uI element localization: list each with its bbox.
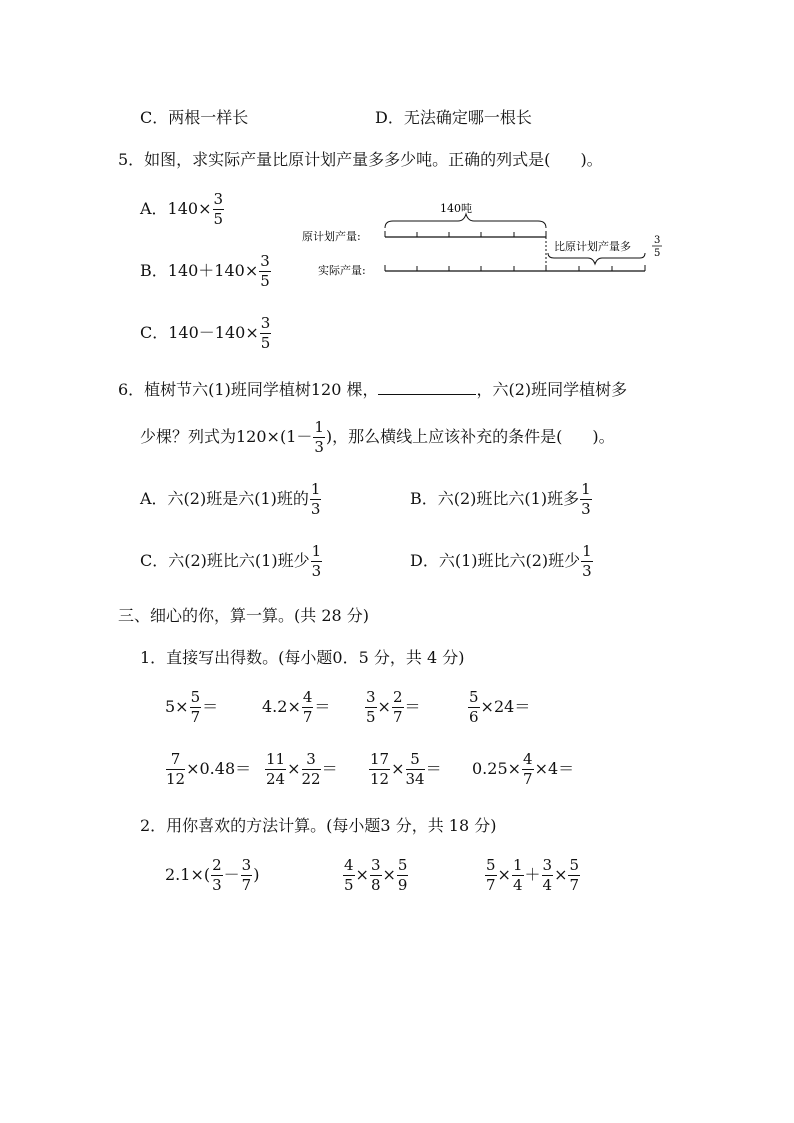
fraction: $\frac{2}{3}$ <box>212 856 222 894</box>
calc-1-6: $\frac{11}{24}$ × $\frac{3}{22}$ ＝ <box>266 750 338 788</box>
fraction: $\frac{1}{3}$ <box>581 480 591 518</box>
actual-label: 实际产量: <box>318 264 366 277</box>
total-brace <box>385 214 546 228</box>
calc-1-5: $\frac{7}{12}$ ×0.48＝ <box>166 750 252 788</box>
fraction: $\frac{3}{5}$ <box>213 190 224 228</box>
fraction: $\frac{5}{7}$ <box>486 856 496 894</box>
fraction: $\frac{3}{8}$ <box>370 856 381 894</box>
fraction: $\frac{3}{5}$ <box>260 252 270 290</box>
planned-ticks <box>385 231 546 237</box>
q5-option-c: C．140－140× $\frac{3}{5}$ <box>140 314 271 352</box>
q4-option-d: D．无法确定哪一根长 <box>375 108 532 127</box>
fraction: $\frac{11}{24}$ <box>266 750 286 788</box>
q6-option-b: B．六(2)班比六(1)班多 $\frac{1}{3}$ <box>410 480 591 518</box>
fraction: $\frac{5}{34}$ <box>405 750 425 788</box>
calc-1-7: $\frac{17}{12}$ × $\frac{5}{34}$ ＝ <box>370 750 442 788</box>
part-2-title: 2．用你喜欢的方法计算。(每小题3 分，共 18 分) <box>140 816 497 835</box>
calc-2-1: 2.1×( $\frac{2}{3}$ － $\frac{3}{7}$ ) <box>165 856 260 894</box>
q5-option-b: B．140＋140× $\frac{3}{5}$ <box>140 252 270 290</box>
extra-brace <box>548 253 645 264</box>
q6-option-a: A．六(2)班是六(1)班的 $\frac{1}{3}$ <box>140 480 321 518</box>
fraction: $\frac{3}{22}$ <box>301 750 321 788</box>
q6-stem-line2: 少棵？列式为120×(1－ $\frac{1}{3}$ )，那么横线上应该补充的条件是( )。 <box>140 418 615 456</box>
part-1-title: 1．直接写出得数。(每小题0．5 分，共 4 分) <box>140 648 465 667</box>
q6-option-d: D．六(1)班比六(2)班少 $\frac{1}{3}$ <box>410 542 592 580</box>
fraction: $\frac{3}{4}$ <box>542 856 553 894</box>
q6-option-c: C．六(2)班比六(1)班少 $\frac{1}{3}$ <box>140 542 322 580</box>
calc-1-8: 0.25× $\frac{4}{7}$ ×4＝ <box>472 750 575 788</box>
q4-option-c: C．两根一样长 <box>140 108 249 127</box>
fraction: $\frac{3}{5}$ <box>366 688 376 726</box>
fraction: $\frac{3}{5}$ <box>260 314 271 352</box>
fraction: $\frac{2}{7}$ <box>392 688 403 726</box>
q5-option-a: A．140× $\frac{3}{5}$ <box>140 190 224 228</box>
more-label: 比原计划产量多 <box>554 240 631 253</box>
actual-ticks <box>385 265 645 271</box>
fraction: $\frac{4}{7}$ <box>523 750 533 788</box>
calc-1-2: 4.2× $\frac{4}{7}$ ＝ <box>262 688 331 726</box>
calc-1-4: $\frac{5}{6}$ ×24＝ <box>469 688 531 726</box>
more-fraction-num: 3 <box>654 235 661 246</box>
calc-1-1: 5× $\frac{5}{7}$ ＝ <box>165 688 219 726</box>
calc-2-2: $\frac{4}{5}$ × $\frac{3}{8}$ × $\frac{5}{9}$ <box>344 856 408 894</box>
fraction: $\frac{5}{6}$ <box>469 688 479 726</box>
fraction: $\frac{1}{3}$ <box>311 542 322 580</box>
calc-2-3: $\frac{5}{7}$ × $\frac{1}{4}$ ＋ $\frac{3}{4}$ × $\frac{5}{7}$ <box>486 856 580 894</box>
q5-segment-diagram <box>298 196 678 286</box>
q6-stem-line1: 6．植树节六(1)班同学植树120 棵， ，六(2)班同学植树多 <box>118 380 628 399</box>
fraction: $\frac{7}{12}$ <box>166 750 186 788</box>
fill-blank[interactable] <box>378 380 476 395</box>
calc-1-3: $\frac{3}{5}$ × $\frac{2}{7}$ ＝ <box>366 688 421 726</box>
fraction: $\frac{5}{7}$ <box>569 856 580 894</box>
fraction: $\frac{1}{4}$ <box>512 856 523 894</box>
total-label: 140吨 <box>440 202 472 215</box>
more-fraction-den: 5 <box>654 248 661 259</box>
section-3-title: 三、细心的你，算一算。(共 28 分) <box>118 606 370 625</box>
planned-label: 原计划产量: <box>302 230 361 243</box>
fraction: $\frac{4}{7}$ <box>302 688 313 726</box>
fraction: $\frac{5}{7}$ <box>190 688 201 726</box>
fraction: $\frac{5}{9}$ <box>397 856 408 894</box>
fraction: $\frac{17}{12}$ <box>370 750 390 788</box>
fraction: $\frac{1}{3}$ <box>314 418 324 456</box>
fraction: $\frac{4}{5}$ <box>344 856 354 894</box>
fraction: $\frac{3}{7}$ <box>241 856 252 894</box>
fraction: $\frac{1}{3}$ <box>310 480 321 518</box>
q5-stem: 5．如图，求实际产量比原计划产量多多少吨。正确的列式是( )。 <box>118 150 603 169</box>
fraction: $\frac{1}{3}$ <box>582 542 592 580</box>
